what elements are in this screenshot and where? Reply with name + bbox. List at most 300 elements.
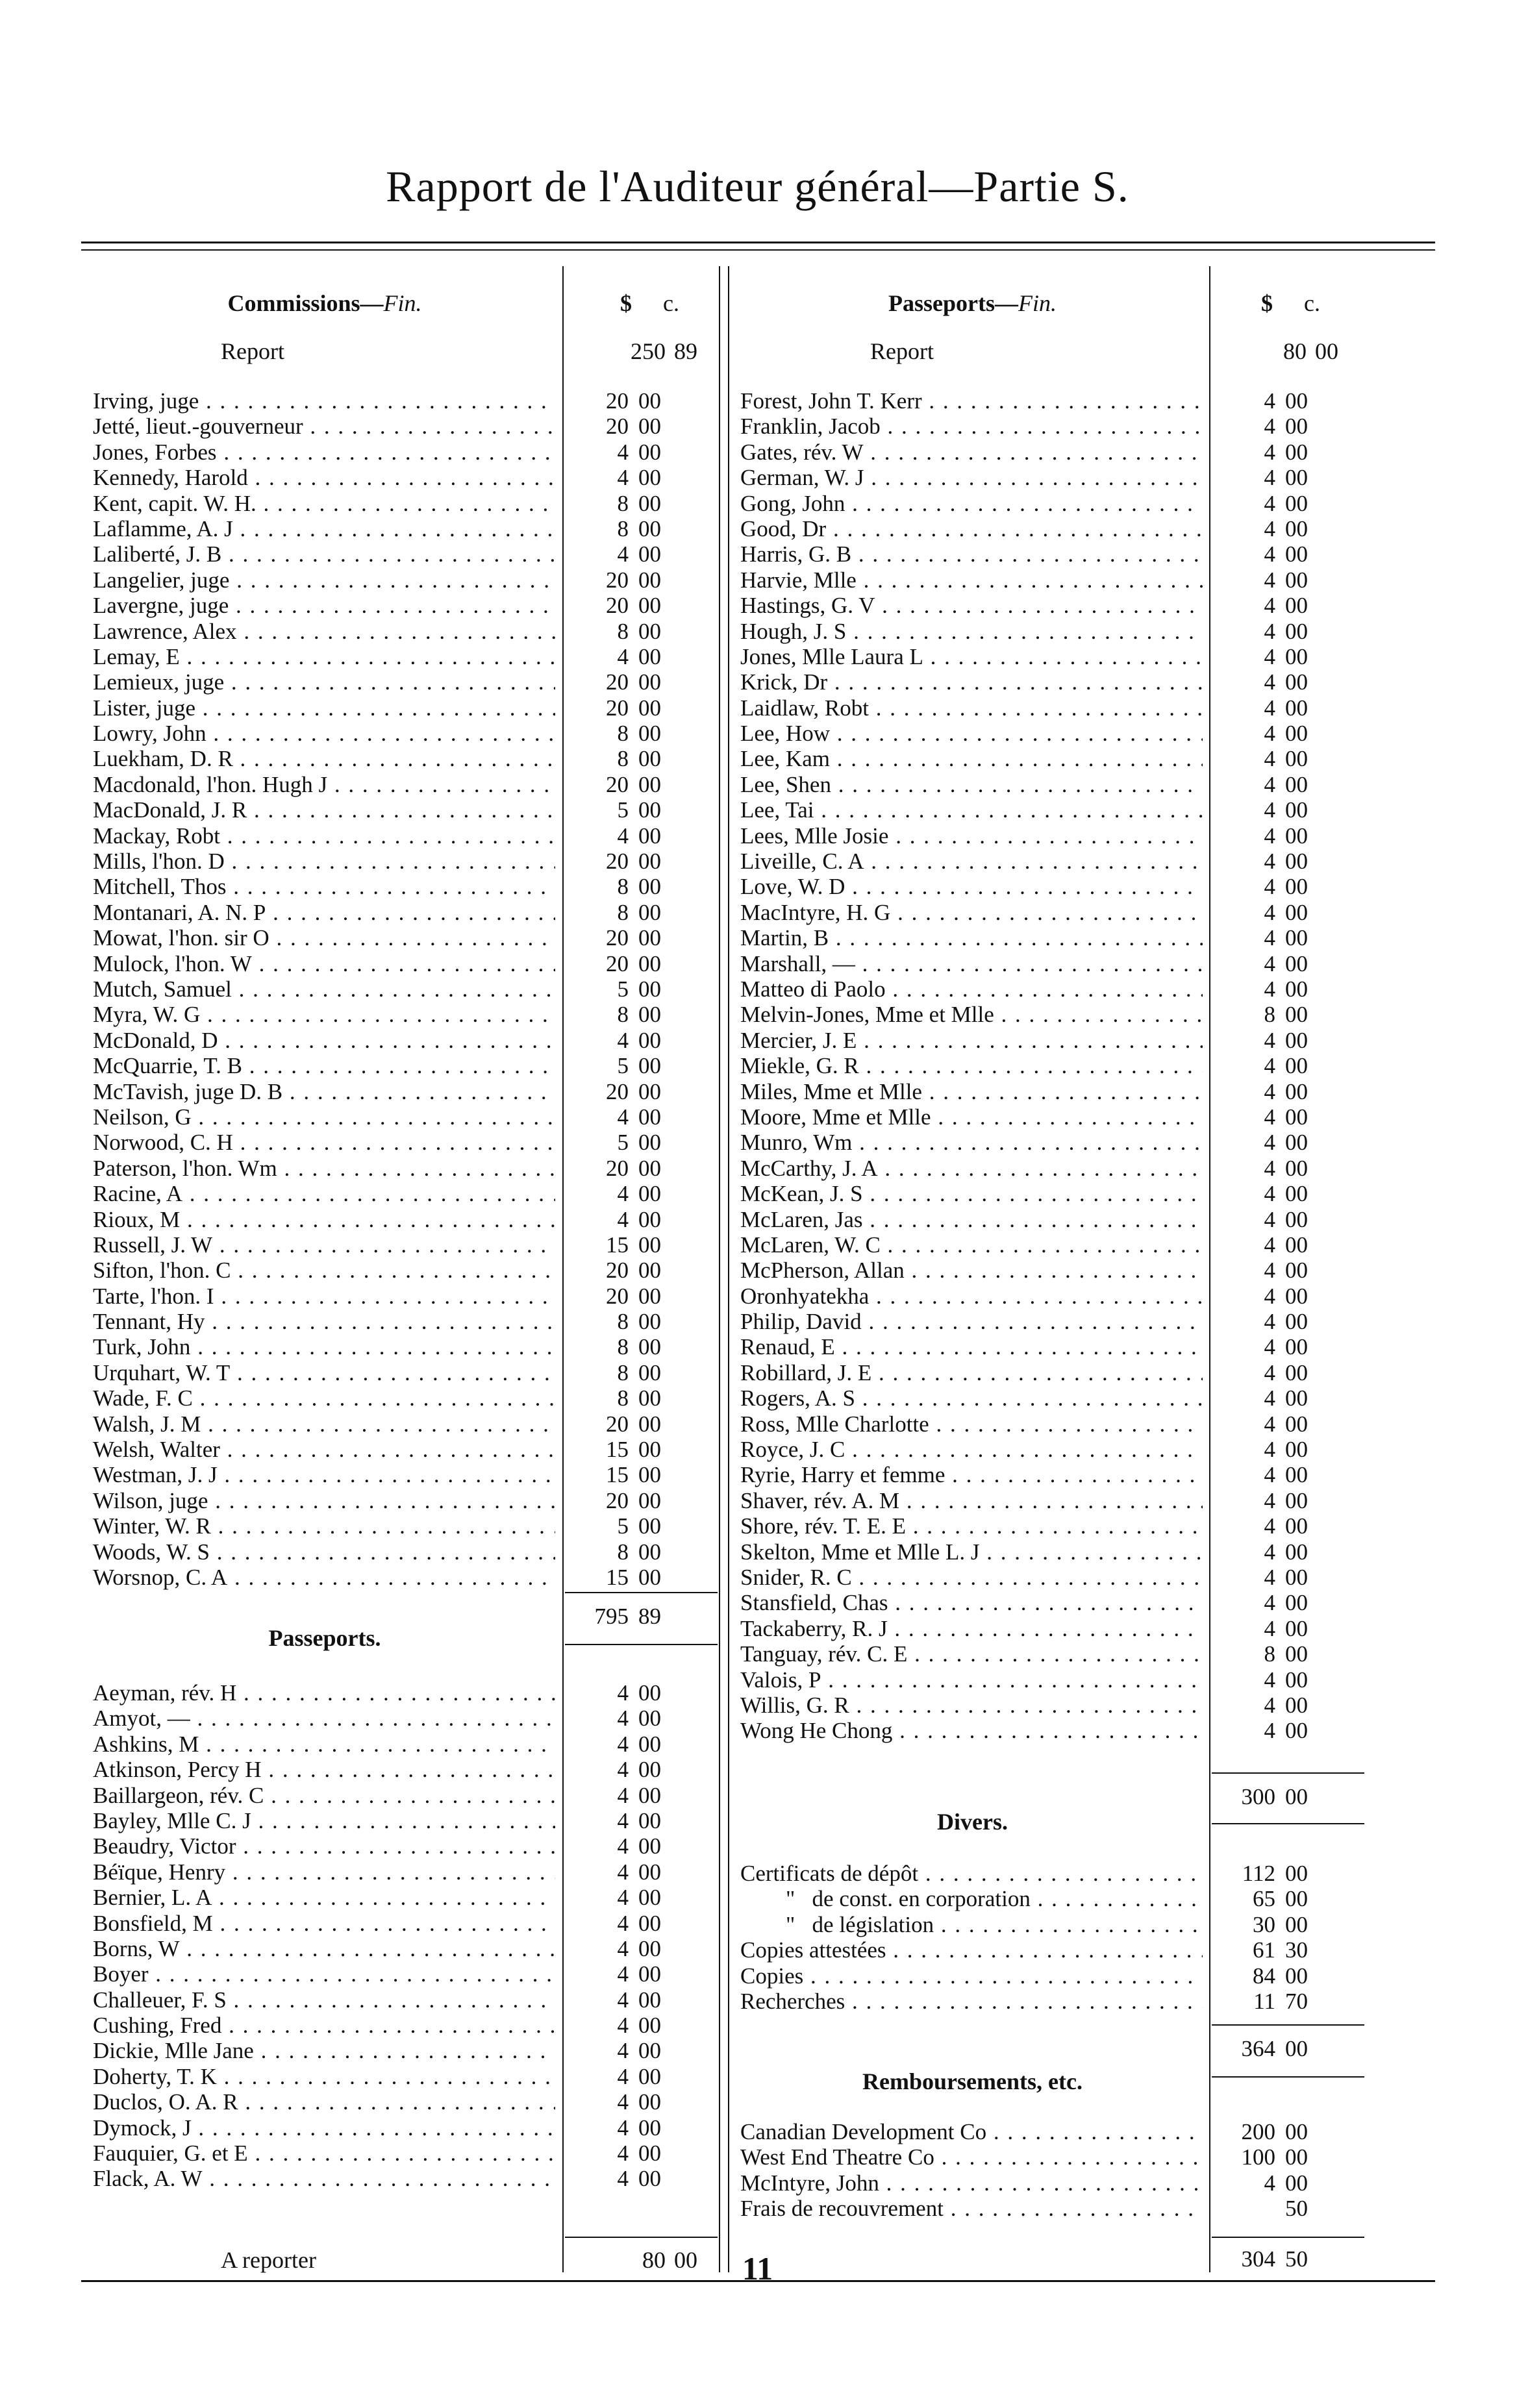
entry-name: Gong, John . . .	[740, 491, 1203, 516]
entry-cents: 00	[638, 1027, 661, 1053]
list-item	[93, 2166, 716, 2191]
list-item	[93, 1833, 716, 1859]
entry-dollars: 4	[1264, 1359, 1275, 1385]
entry-name: Montanari, A. N. P . . .	[93, 900, 555, 925]
list-item	[93, 567, 716, 593]
entry-cents: 00	[1285, 618, 1308, 644]
entry-name: Cushing, Fred . . .	[93, 2013, 555, 2038]
entry-cents: 00	[638, 721, 661, 747]
entry-name: Kent, capit. W. H. . . .	[93, 491, 555, 516]
entry-name: McCarthy, J. A . . .	[740, 1156, 1203, 1181]
list-item	[740, 2119, 1364, 2144]
list-item	[93, 1565, 716, 1590]
list-item	[93, 1757, 716, 1782]
list-item	[740, 1590, 1364, 1615]
entry-cents: 00	[638, 1757, 661, 1783]
list-item	[740, 593, 1364, 618]
list-item	[740, 1488, 1364, 1513]
entry-name: Bernier, L. A . . .	[93, 1885, 555, 1910]
remboursements-list	[740, 2119, 1364, 2222]
list-item	[93, 797, 716, 823]
entry-name: Tackaberry, R. J . . .	[740, 1616, 1203, 1641]
entry-cents: 00	[1285, 1861, 1308, 1886]
entry-cents: 30	[1285, 1937, 1308, 1963]
entry-name: Ryrie, Harry et femme . . .	[740, 1462, 1203, 1487]
entry-dollars: 4	[617, 1859, 629, 1885]
entry-name: Hastings, G. V . . .	[740, 593, 1203, 618]
entry-dollars: 4	[617, 1181, 629, 1207]
entry-name: Miles, Mme et Mlle . . .	[740, 1079, 1203, 1104]
entry-name: McLaren, Jas . . .	[740, 1207, 1203, 1232]
entry-name: Lee, How . . .	[740, 721, 1203, 746]
entry-name: Bayley, Mlle C. J . . .	[93, 1808, 555, 1833]
list-item	[740, 1963, 1364, 1989]
list-item	[93, 1462, 716, 1487]
entry-name: Good, Dr . . .	[740, 516, 1203, 541]
entry-name: Franklin, Jacob . . .	[740, 414, 1203, 439]
entry-name: Laliberté, J. B . . .	[93, 541, 555, 567]
entry-cents: 00	[1285, 2170, 1308, 2196]
list-item	[740, 1641, 1364, 1667]
entry-name: Mackay, Robt . . .	[93, 823, 555, 849]
entry-dollars: 20	[606, 849, 629, 875]
list-item	[93, 541, 716, 567]
list-item	[93, 849, 716, 874]
list-item	[740, 516, 1364, 541]
entry-dollars: 8	[617, 490, 629, 516]
entry-name: Paterson, l'hon. Wm . . .	[93, 1156, 555, 1181]
entry-dollars: 200	[1241, 2119, 1275, 2144]
entry-name: Duclos, O. A. R . . .	[93, 2089, 555, 2115]
entry-dollars: 5	[617, 1513, 629, 1539]
entry-cents: 00	[1285, 899, 1308, 925]
entry-dollars: 20	[606, 567, 629, 593]
list-item	[93, 874, 716, 899]
entry-cents: 00	[638, 1053, 661, 1079]
entry-name: Jones, Mlle Laura L . . .	[740, 644, 1203, 669]
entry-cents: 00	[1285, 1615, 1308, 1641]
list-item	[93, 1808, 716, 1833]
entry-cents: 00	[638, 2089, 661, 2115]
list-item	[93, 721, 716, 746]
list-item	[93, 900, 716, 925]
entry-dollars: 4	[1264, 823, 1275, 849]
entry-name: Mowat, l'hon. sir O . . .	[93, 925, 555, 950]
entry-dollars: 20	[606, 388, 629, 414]
entry-dollars: 4	[1264, 1718, 1275, 1744]
entry-name: McIntyre, John . . .	[740, 2170, 1203, 2196]
entry-name: Tarte, l'hon. I . . .	[93, 1284, 555, 1309]
list-item	[93, 695, 716, 721]
a-reporter-rule	[565, 2237, 718, 2238]
entry-cents: 00	[638, 1155, 661, 1181]
entry-cents: 00	[1285, 1564, 1308, 1590]
entry-dollars: 8	[617, 874, 629, 900]
entry-dollars: 4	[617, 1910, 629, 1936]
entry-dollars: 112	[1242, 1861, 1275, 1886]
entry-name: Jetté, lieut.-gouverneur . . .	[93, 414, 555, 439]
entry-dollars: 20	[606, 593, 629, 619]
list-item	[740, 823, 1364, 849]
entry-name: Lee, Shen . . .	[740, 772, 1203, 797]
entry-name: Woods, W. S . . .	[93, 1539, 555, 1565]
center-divider-1	[719, 266, 720, 2272]
entry-name: Mutch, Samuel . . .	[93, 976, 555, 1002]
entry-name: Dymock, J . . .	[93, 2115, 555, 2141]
entry-dollars: 8	[617, 746, 629, 772]
entry-dollars: 4	[1264, 1385, 1275, 1411]
entry-dollars: 8	[617, 721, 629, 747]
entry-dollars: 8	[1264, 1641, 1275, 1667]
entry-cents: 00	[1285, 1692, 1308, 1718]
entry-cents: 00	[638, 1078, 661, 1104]
entry-name: McLaren, W. C . . .	[740, 1232, 1203, 1258]
entry-dollars: 4	[1264, 439, 1275, 465]
entry-cents: 00	[638, 1104, 661, 1130]
entry-dollars: 4	[1264, 1334, 1275, 1360]
entry-dollars: 4	[617, 1961, 629, 1987]
entry-name: Langelier, juge . . .	[93, 567, 555, 593]
list-item	[740, 1385, 1364, 1411]
entry-cents: 00	[638, 771, 661, 797]
entry-name: Harris, G. B . . .	[740, 541, 1203, 567]
list-item	[740, 1693, 1364, 1718]
passeports-total-rule-bottom	[1212, 1823, 1364, 1824]
list-item	[93, 593, 716, 618]
entry-name: Philip, David . . .	[740, 1309, 1203, 1334]
list-item	[740, 465, 1364, 490]
entry-dollars: 4	[617, 823, 629, 849]
entry-dollars: 8	[617, 1334, 629, 1360]
entry-dollars: 4	[617, 1757, 629, 1783]
entry-dollars: 4	[1264, 669, 1275, 695]
right-passeports-list	[740, 388, 1364, 1744]
entry-dollars: 4	[617, 1104, 629, 1130]
entry-name: Snider, R. C . . .	[740, 1565, 1203, 1590]
entry-dollars: 4	[1264, 797, 1275, 823]
entry-cents: 00	[638, 541, 661, 567]
entry-cents: 00	[638, 1334, 661, 1360]
list-item	[93, 823, 716, 849]
entry-name: Lavergne, juge . . .	[93, 593, 555, 618]
entry-dollars: 4	[617, 1206, 629, 1232]
entry-dollars: 4	[1264, 1692, 1275, 1718]
list-item	[93, 772, 716, 797]
list-item	[93, 1079, 716, 1104]
entry-cents: 00	[638, 1885, 661, 1911]
entry-dollars: 11	[1253, 1988, 1275, 2014]
entry-name: Liveille, C. A . . .	[740, 849, 1203, 874]
entry-dollars: 4	[617, 1833, 629, 1859]
list-item	[93, 1783, 716, 1808]
entry-dollars: 15	[606, 1232, 629, 1258]
entry-name: Myra, W. G . . .	[93, 1002, 555, 1027]
entry-cents: 00	[1285, 1232, 1308, 1258]
entry-name: Shore, rév. T. E. E . . .	[740, 1513, 1203, 1539]
entry-name: Stansfield, Chas . . .	[740, 1590, 1203, 1615]
list-item	[93, 925, 716, 950]
entry-name: Walsh, J. M . . .	[93, 1411, 555, 1437]
list-item	[740, 414, 1364, 439]
entry-name: Lowry, John . . .	[93, 721, 555, 746]
entry-name: Welsh, Walter . . .	[93, 1437, 555, 1462]
entry-name: " de législation . . .	[740, 1912, 1203, 1937]
list-item	[740, 1104, 1364, 1130]
entry-name: Lemieux, juge . . .	[93, 669, 555, 695]
list-item	[740, 567, 1364, 593]
top-rule-2	[81, 249, 1435, 251]
list-item	[740, 1861, 1364, 1886]
entry-cents: 70	[1285, 1988, 1308, 2014]
entry-name: Valois, P . . .	[740, 1667, 1203, 1693]
entry-cents: 00	[1285, 1130, 1308, 1156]
entry-cents: 00	[638, 1181, 661, 1207]
entry-cents: 00	[1285, 976, 1308, 1002]
entry-cents: 00	[638, 1833, 661, 1859]
entry-dollars: 4	[617, 1885, 629, 1911]
entry-dollars: 5	[617, 1130, 629, 1156]
entry-dollars: 4	[1264, 643, 1275, 669]
list-item	[740, 541, 1364, 567]
entry-cents: 00	[638, 465, 661, 491]
entry-name: Mercier, J. E . . .	[740, 1028, 1203, 1053]
entry-name: Irving, juge . . .	[93, 388, 555, 414]
divers-total-rule-bottom	[1212, 2076, 1364, 2078]
entry-dollars: 4	[1264, 925, 1275, 951]
entry-dollars: 8	[617, 1359, 629, 1385]
list-item	[93, 388, 716, 414]
entry-cents: 00	[1285, 1963, 1308, 1989]
entry-cents: 00	[1285, 593, 1308, 619]
entry-dollars: 4	[617, 2166, 629, 2192]
entry-name: Love, W. D . . .	[740, 874, 1203, 899]
entry-name: Miekle, G. R . . .	[740, 1053, 1203, 1078]
entry-dollars: 65	[1253, 1886, 1275, 1912]
list-item	[740, 1886, 1364, 1911]
entry-name: Baillargeon, rév. C . . .	[93, 1783, 555, 1808]
entry-cents: 00	[1285, 1911, 1308, 1937]
entry-name: Mulock, l'hon. W . . .	[93, 951, 555, 976]
left-report-row: Report 250 89	[221, 338, 697, 364]
entry-dollars: 4	[617, 1027, 629, 1053]
entry-cents: 00	[1285, 1590, 1308, 1616]
entry-name: Gates, rév. W . . .	[740, 440, 1203, 465]
list-item	[93, 1053, 716, 1078]
entry-cents: 00	[1285, 1513, 1308, 1539]
entry-name: Atkinson, Percy H . . .	[93, 1757, 555, 1782]
entry-cents: 00	[1285, 721, 1308, 747]
entry-name: Skelton, Mme et Mlle L. J . . .	[740, 1539, 1203, 1565]
entry-name: Mills, l'hon. D . . .	[93, 849, 555, 874]
list-item	[740, 1462, 1364, 1487]
entry-dollars: 4	[617, 2038, 629, 2064]
entry-dollars: 100	[1241, 2144, 1275, 2170]
entry-cents: 00	[1285, 1487, 1308, 1513]
entry-cents: 00	[638, 1859, 661, 1885]
entry-cents: 00	[638, 1309, 661, 1335]
entry-cents: 00	[638, 515, 661, 541]
entry-cents: 00	[1285, 1437, 1308, 1463]
entry-cents: 00	[1285, 465, 1308, 491]
entry-name: Sifton, l'hon. C . . .	[93, 1258, 555, 1283]
entry-cents: 00	[1285, 439, 1308, 465]
entry-dollars: 5	[617, 976, 629, 1002]
entry-name: Challeuer, F. S . . .	[93, 1987, 555, 2013]
entry-dollars: 4	[1264, 388, 1275, 414]
entry-dollars: 30	[1253, 1911, 1275, 1937]
page-number: 11	[742, 2250, 773, 2287]
list-item	[93, 1680, 716, 1706]
entry-cents: 00	[1285, 797, 1308, 823]
entry-name: Aeyman, rév. H . . .	[93, 1680, 555, 1706]
divers-total-rule	[1212, 2024, 1364, 2026]
list-item	[740, 900, 1364, 925]
entry-dollars: 4	[1264, 1078, 1275, 1104]
entry-cents: 00	[1285, 950, 1308, 976]
entry-cents: 00	[638, 746, 661, 772]
entry-cents: 00	[638, 1782, 661, 1808]
list-item	[740, 1360, 1364, 1385]
entry-dollars: 4	[1264, 541, 1275, 567]
entry-name: Urquhart, W. T . . .	[93, 1360, 555, 1385]
commissions-list	[93, 388, 716, 1590]
entry-cents: 00	[1285, 1181, 1308, 1207]
entry-cents: 00	[638, 899, 661, 925]
entry-dollars: 4	[1264, 1437, 1275, 1463]
list-item	[740, 440, 1364, 465]
entry-cents: 00	[1285, 823, 1308, 849]
list-item	[740, 1079, 1364, 1104]
entry-dollars: 4	[1264, 1539, 1275, 1565]
list-item	[93, 1859, 716, 1885]
entry-name: Certificats de dépôt . . .	[740, 1861, 1203, 1886]
entry-name: MacDonald, J. R . . .	[93, 797, 555, 823]
entry-dollars: 4	[1264, 849, 1275, 875]
entry-dollars: 4	[617, 2115, 629, 2141]
entry-cents: 00	[1285, 695, 1308, 721]
entry-cents: 00	[638, 925, 661, 951]
entry-dollars: 4	[617, 541, 629, 567]
entry-name: Copies attestées . . .	[740, 1937, 1203, 1963]
entry-cents: 00	[638, 2063, 661, 2089]
entry-cents: 00	[638, 2115, 661, 2141]
entry-dollars: 20	[606, 1487, 629, 1513]
list-item	[740, 1207, 1364, 1232]
entry-dollars: 61	[1253, 1937, 1275, 1963]
entry-cents: 00	[638, 439, 661, 465]
list-item	[93, 619, 716, 644]
entry-name: Turk, John . . .	[93, 1334, 555, 1359]
entry-name: Laidlaw, Robt . . .	[740, 695, 1203, 721]
entry-name: Wilson, juge . . .	[93, 1488, 555, 1513]
left-passeports-list	[93, 1680, 716, 2192]
entry-dollars: 20	[606, 1411, 629, 1437]
list-item	[740, 746, 1364, 771]
entry-dollars: 4	[1264, 618, 1275, 644]
list-item	[740, 1334, 1364, 1359]
entry-dollars: 4	[617, 439, 629, 465]
list-item	[93, 1411, 716, 1437]
entry-cents: 00	[638, 1513, 661, 1539]
entry-dollars: 4	[1264, 976, 1275, 1002]
entry-name: Lees, Mlle Josie . . .	[740, 823, 1203, 849]
list-item	[740, 1565, 1364, 1590]
entry-dollars: 4	[1264, 1411, 1275, 1437]
entry-dollars: 4	[617, 2013, 629, 2039]
list-item	[740, 1232, 1364, 1258]
entry-dollars: 15	[606, 1462, 629, 1488]
entry-cents: 00	[1285, 643, 1308, 669]
entry-cents: 00	[638, 1462, 661, 1488]
entry-dollars: 5	[617, 797, 629, 823]
entry-dollars: 20	[606, 414, 629, 440]
entry-cents: 00	[638, 1706, 661, 1732]
list-item	[93, 465, 716, 490]
entry-name: Lee, Tai . . .	[740, 797, 1203, 823]
entry-cents: 00	[638, 1437, 661, 1463]
entry-dollars: 4	[1264, 1462, 1275, 1488]
entry-cents: 00	[638, 1807, 661, 1833]
entry-cents: 00	[1285, 1027, 1308, 1053]
entry-cents: 00	[1285, 541, 1308, 567]
list-item	[740, 925, 1364, 950]
entry-name: Royce, J. C . . .	[740, 1437, 1203, 1462]
entry-dollars: 8	[617, 1002, 629, 1028]
list-item	[93, 1539, 716, 1565]
entry-name: Westman, J. J . . .	[93, 1462, 555, 1487]
left-money-header: $ c.	[620, 290, 679, 316]
entry-cents: 00	[1285, 414, 1308, 440]
list-item	[740, 1258, 1364, 1283]
entry-dollars: 4	[617, 2063, 629, 2089]
list-item	[93, 1437, 716, 1462]
list-item	[93, 414, 716, 439]
entry-dollars: 4	[1264, 695, 1275, 721]
passeports-total-rule	[1212, 1772, 1364, 1774]
entry-name: Robillard, J. E . . .	[740, 1360, 1203, 1385]
commissions-total-rule-bottom	[565, 1644, 718, 1645]
entry-cents: 00	[638, 1731, 661, 1757]
list-item	[740, 1718, 1364, 1743]
entry-name: Munro, Wm . . .	[740, 1130, 1203, 1155]
list-item	[740, 1309, 1364, 1334]
entry-dollars: 20	[606, 695, 629, 721]
entry-cents: 00	[638, 414, 661, 440]
entry-name: Beaudry, Victor . . .	[93, 1833, 555, 1859]
entry-name: McQuarrie, T. B . . .	[93, 1053, 555, 1078]
list-item	[93, 1207, 716, 1232]
entry-cents: 00	[1285, 1641, 1308, 1667]
entry-cents: 00	[1285, 1002, 1308, 1028]
list-item	[93, 669, 716, 695]
entry-dollars: 8	[617, 1385, 629, 1411]
entry-cents: 00	[638, 2013, 661, 2039]
entry-dollars: 4	[617, 1935, 629, 1961]
list-item	[93, 976, 716, 1002]
entry-cents: 50	[1285, 2196, 1308, 2222]
list-item	[740, 2170, 1364, 2196]
list-item	[93, 1911, 716, 1936]
entry-dollars: 4	[1264, 414, 1275, 440]
entry-name: Shaver, rév. A. M . . .	[740, 1488, 1203, 1513]
list-item	[740, 849, 1364, 874]
entry-cents: 00	[638, 849, 661, 875]
list-item	[93, 1732, 716, 1757]
entry-cents: 00	[638, 669, 661, 695]
entry-cents: 00	[1285, 1539, 1308, 1565]
entry-dollars: 8	[1264, 1002, 1275, 1028]
entry-name: Tanguay, rév. C. E . . .	[740, 1641, 1203, 1667]
